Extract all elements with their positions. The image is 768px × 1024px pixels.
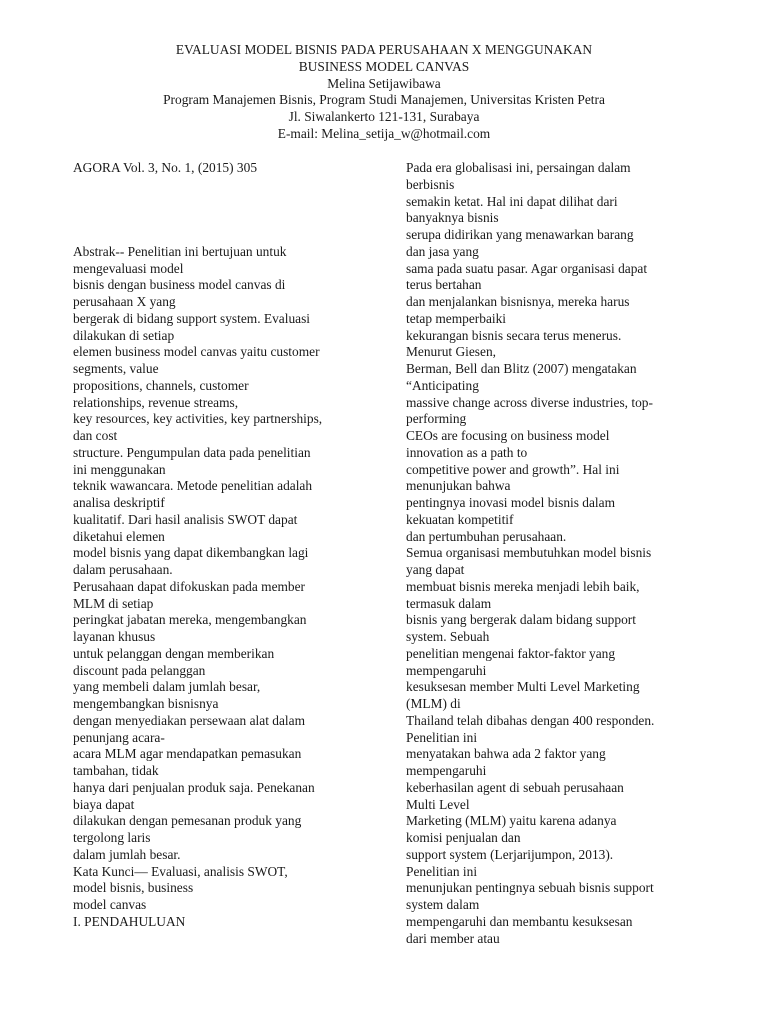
abstract-line: relationships, revenue streams,: [73, 394, 239, 410]
body-text-line: Marketing (MLM) yaitu karena adanya: [406, 813, 617, 829]
abstract-line: dalam perusahaan.: [73, 562, 173, 577]
abstract-line: dan cost: [73, 428, 118, 443]
body-text-line: (MLM) di: [406, 696, 461, 711]
abstract-line: Perusahaan dapat difokuskan pada member: [73, 578, 306, 594]
body-text-line: massive change across diverse industries, top-: [406, 394, 653, 410]
abstract-line: bergerak di bidang support system. Evaluasi: [73, 310, 311, 326]
introduction-text: [406, 160, 706, 947]
body-text-line: menunjukan pentingnya sebuah bisnis support: [406, 880, 654, 896]
body-text-line: CEOs are focusing on business model: [406, 428, 610, 443]
body-text-line: mempengaruhi: [406, 763, 487, 778]
body-text-line: pentingnya inovasi model bisnis dalam: [406, 495, 616, 510]
body-text-line: competitive power and growth”. Hal ini: [406, 461, 620, 477]
abstract-line: mengembangkan bisnisnya: [73, 696, 219, 711]
body-text-line: innovation as a path to: [406, 444, 528, 460]
body-text-line: serupa didirikan yang menawarkan barang: [406, 227, 634, 242]
abstract-line: dalam jumlah besar.: [73, 846, 181, 862]
body-text-line: Penelitian ini: [406, 729, 478, 745]
abstract-line: untuk pelanggan dengan memberikan: [73, 645, 275, 661]
body-text-line: semakin ketat. Hal ini dapat dilihat dari: [406, 193, 618, 209]
body-text-line: Menurut Giesen,: [406, 344, 496, 360]
abstract-text: [73, 244, 373, 931]
abstract-line: ini menggunakan: [73, 461, 166, 477]
body-text-line: komisi penjualan dan: [406, 830, 521, 845]
abstract-line: model bisnis yang dapat dikembangkan lagi: [73, 545, 309, 561]
abstract-line: elemen business model canvas yaitu customer: [73, 344, 320, 360]
body-text-line: Multi Level: [406, 796, 470, 812]
abstract-line: segments, value: [73, 361, 159, 376]
body-text-line: menunjukan bahwa: [406, 478, 511, 494]
abstract-line: yang membeli dalam jumlah besar,: [73, 679, 261, 695]
abstract-line: dilakukan dengan pemesanan produk yang: [73, 813, 302, 829]
abstract-line: kualitatif. Dari hasil analisis SWOT dapat: [73, 511, 298, 527]
abstract-line: structure. Pengumpulan data pada penelitian: [73, 444, 311, 460]
body-text-line: Berman, Bell dan Blitz (2007) mengatakan: [406, 361, 637, 376]
abstract-line: propositions, channels, customer: [73, 377, 249, 393]
author-email: E-mail: Melina_setija_w@hotmail.com: [277, 125, 491, 141]
abstract-line: hanya dari penjualan produk saja. Penekanan: [73, 779, 315, 795]
body-text-line: dan jasa yang: [406, 243, 479, 259]
abstract-line: Kata Kunci— Evaluasi, analisis SWOT,: [73, 863, 288, 879]
body-text-line: performing: [406, 411, 467, 427]
body-text-line: “Anticipating: [406, 377, 479, 393]
abstract-line: acara MLM agar mendapatkan pemasukan: [73, 746, 302, 762]
body-text-line: kekurangan bisnis secara terus menerus.: [406, 327, 622, 343]
abstract-line: perusahaan X yang: [73, 294, 176, 309]
body-text-line: termasuk dalam: [406, 595, 492, 611]
author-address: Jl. Siwalankerto 121-131, Surabaya: [288, 109, 480, 124]
body-text-line: dan pertumbuhan perusahaan.: [406, 528, 567, 544]
body-text-line: banyaknya bisnis: [406, 210, 499, 226]
body-text-line: sama pada suatu pasar. Agar organisasi dapat: [406, 260, 648, 276]
body-text-line: penelitian mengenai faktor-faktor yang: [406, 645, 616, 661]
body-text-line: kesuksesan member Multi Level Marketing: [406, 679, 640, 695]
body-text-line: keberhasilan agent di sebuah perusahaan: [406, 779, 624, 795]
paper-header: [0, 42, 768, 143]
abstract-line: teknik wawancara. Metode penelitian adalah: [73, 478, 313, 494]
body-text-line: mempengaruhi dan membantu kesuksesan: [406, 913, 633, 929]
body-text-line: Pada era globalisasi ini, persaingan dalam: [406, 160, 631, 175]
body-text-line: terus bertahan: [406, 277, 482, 293]
body-text-line: berbisnis: [406, 176, 455, 192]
abstract-line: penunjang acara-: [73, 729, 165, 745]
abstract-line: diketahui elemen: [73, 528, 165, 544]
abstract-line: MLM di setiap: [73, 595, 154, 611]
body-text-line: membuat bisnis mereka menjadi lebih baik,: [406, 578, 640, 594]
abstract-line: key resources, key activities, key partnerships,: [73, 411, 323, 427]
abstract-line: model canvas: [73, 897, 147, 912]
abstract-line: discount pada pelanggan: [73, 662, 206, 678]
journal-citation: AGORA Vol. 3, No. 1, (2015) 305: [73, 160, 258, 175]
abstract-line: mengevaluasi model: [73, 260, 184, 276]
body-text-line: Semua organisasi membutuhkan model bisnis: [406, 545, 652, 561]
body-text-line: tetap memperbaiki: [406, 310, 507, 326]
abstract-line: I. PENDAHULUAN: [73, 913, 186, 929]
citation-spacer: [73, 177, 373, 244]
abstract-line: model bisnis, business: [73, 880, 194, 896]
abstract-line: layanan khusus: [73, 629, 156, 644]
abstract-line: analisa deskriptif: [73, 495, 165, 510]
body-text-line: Thailand telah dibahas dengan 400 responden.: [406, 712, 655, 728]
abstract-line: tambahan, tidak: [73, 763, 159, 778]
author-name: Melina Setijawibawa: [327, 75, 441, 91]
right-column: [406, 160, 706, 947]
body-text-line: mempengaruhi: [406, 662, 487, 678]
abstract-line: tergolong laris: [73, 830, 151, 845]
abstract-line: bisnis dengan business model canvas di: [73, 277, 286, 293]
abstract-line: peringkat jabatan mereka, mengembangkan: [73, 612, 307, 628]
body-text-line: yang dapat: [406, 562, 465, 577]
left-column: [73, 160, 373, 931]
body-text-line: system. Sebuah: [406, 629, 490, 644]
author-affiliation: Program Manajemen Bisnis, Program Studi Manajemen, Universitas Kristen Petra: [163, 92, 605, 108]
body-text-line: bisnis yang bergerak dalam bidang support: [406, 612, 636, 628]
abstract-line: Abstrak-- Penelitian ini bertujuan untuk: [73, 243, 287, 259]
paper-title-line-2: BUSINESS MODEL CANVAS: [298, 58, 470, 74]
paper-title-line-1: EVALUASI MODEL BISNIS PADA PERUSAHAAN X MENGGUNAKAN: [175, 42, 593, 57]
body-text-line: menyatakan bahwa ada 2 faktor yang: [406, 746, 606, 762]
body-text-line: dari member atau: [406, 930, 500, 946]
body-text-line: support system (Lerjarijumpon, 2013).: [406, 846, 614, 862]
abstract-line: biaya dapat: [73, 796, 135, 812]
body-text-line: kekuatan kompetitif: [406, 511, 514, 527]
abstract-line: dengan menyediakan persewaan alat dalam: [73, 712, 305, 728]
body-text-line: dan menjalankan bisnisnya, mereka harus: [406, 294, 630, 309]
abstract-line: dilakukan di setiap: [73, 327, 175, 343]
body-text-line: system dalam: [406, 897, 480, 912]
body-text-line: Penelitian ini: [406, 863, 478, 879]
